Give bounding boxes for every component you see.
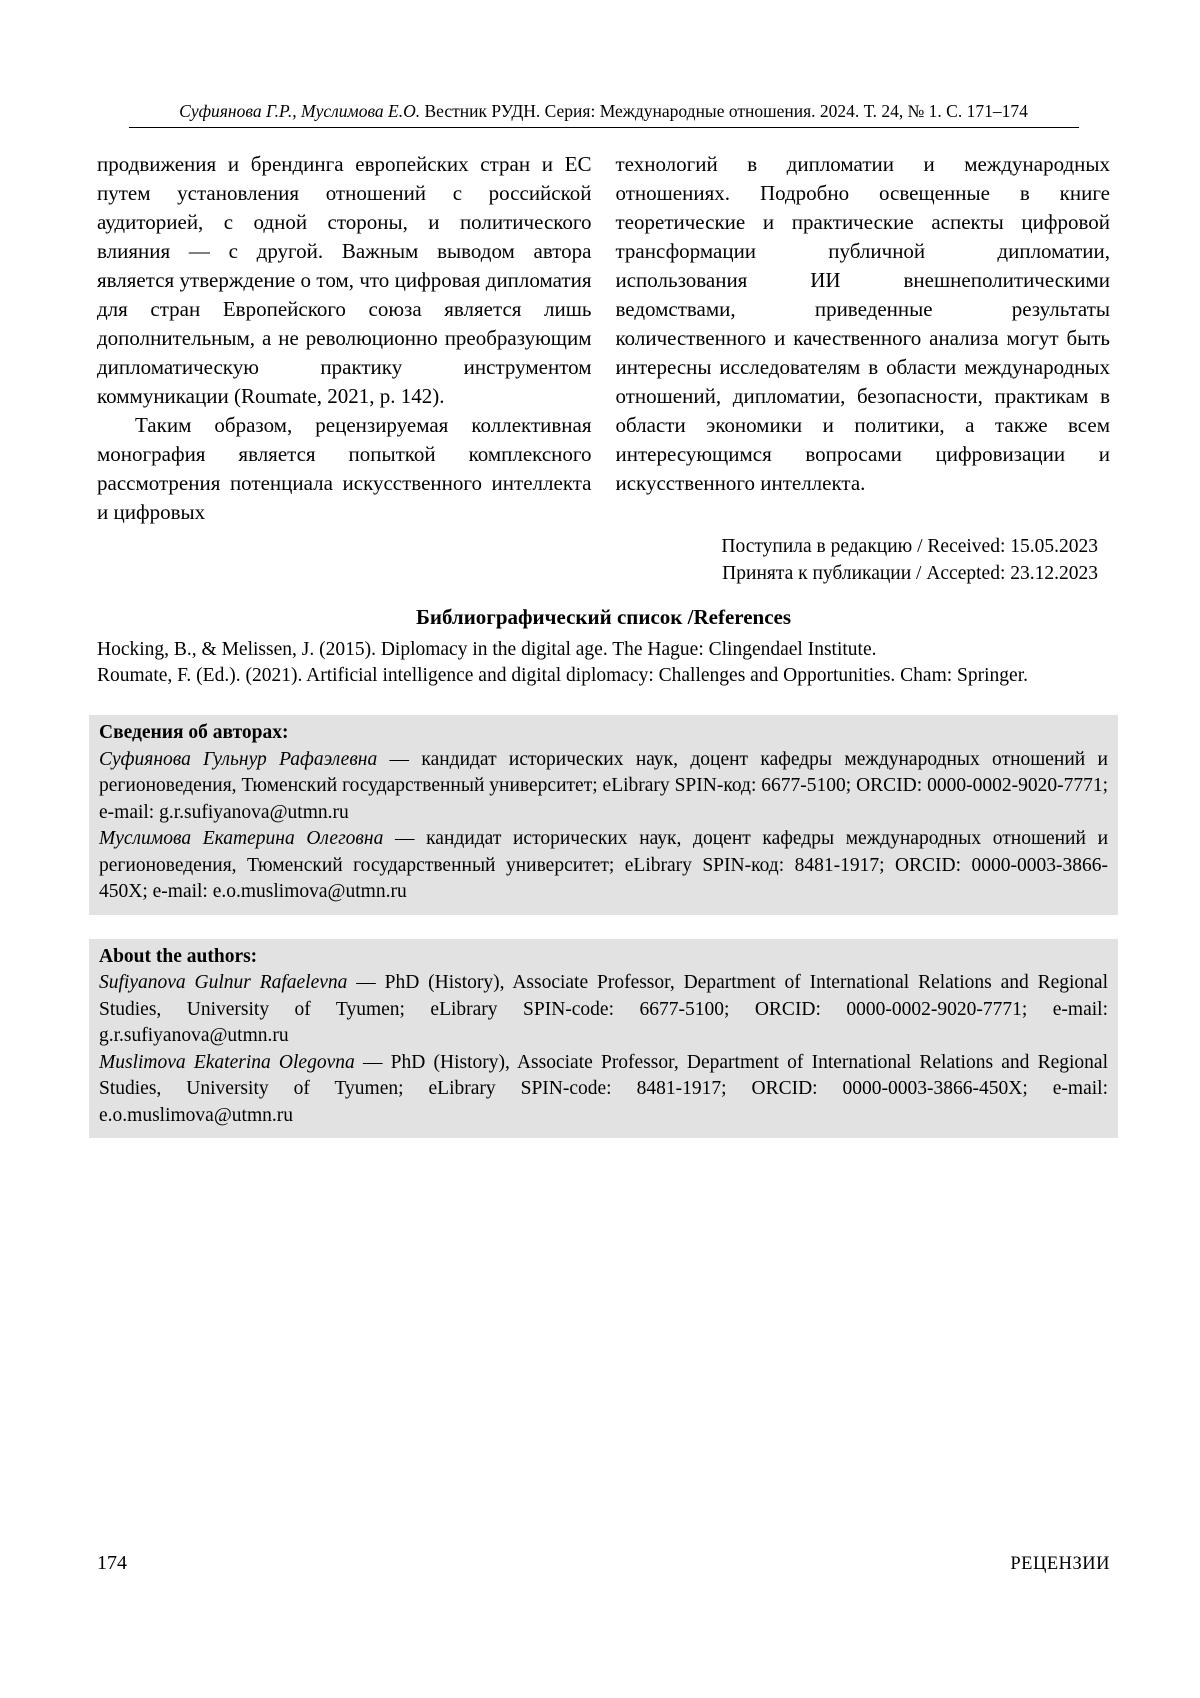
author-entry [99,747,1108,827]
references-list [97,637,1110,689]
authors-info-ru [89,715,1118,915]
author-details: — PhD (History), Associate Professor, Department of International Relations and Regional Studies, University of Tyumen; eLibrary SPIN-code: 8481-1917; ORCID: 0000-0003-3866-450X; e-mail: e.o.muslimova@utmn.ru [99,1051,1108,1126]
left-column [97,150,592,527]
author-entry [99,970,1108,1050]
running-title: РЕЦЕНЗИИ [1010,1554,1110,1574]
page-footer [97,1552,1110,1575]
header-authors: Суфиянова Г.Р., Муслимова Е.О. [179,101,421,121]
article-body [97,150,1110,527]
authors-en-heading: About the authors: [99,945,258,967]
page-number: 174 [97,1552,127,1574]
right-column-paragraph-1: технологий в дипломатии и международных отношениях. Подробно освещенные в книге теоретические и практические аспекты цифровой трансформации публичной дипломатии, использования ИИ внешнеполитическими ведомствами, приведенные результаты количественного и качественного анализа могут быть интересны исследователям в области международных отношений, дипломатии, безопасности, практикам в области экономики и политики, а также всем интересующимся вопросами цифровизации и искусственного интеллекта. [615,152,1110,495]
author-details: — PhD (History), Associate Professor, Department of International Relations and Regional Studies, University of Tyumen; eLibrary SPIN-code: 6677-5100; ORCID: 0000-0002-9020-7771; e-mail: g.r.sufiyanova@utmn.ru [99,972,1109,1046]
reference-item: Roumate, F. (Ed.). (2021). Artificial intelligence and digital diplomacy: Challenges and Opportunities. Cham: Springer. [97,665,1029,686]
accepted-date: Принята к публикации / Accepted: 23.12.2023 [722,563,1098,584]
author-entry [99,826,1108,906]
left-column-paragraph-2: Таким образом, рецензируемая коллективная монография является попыткой комплексного рассмотрения потенциала искусственного интеллекта и цифровых [97,413,592,524]
author-name: Муслимова Екатерина Олеговна [99,828,384,849]
author-details: — кандидат исторических наук, доцент кафедры международных отношений и регионоведения, Тюменский государственный университет; eLibrary SPIN-код: 6677-5100; ORCID: 0000-0002-9020-7771; e-mail: g.r.sufiyanova@utmn.ru [99,748,1108,823]
journal-header [129,0,1079,128]
received-date: Поступила в редакцию / Received: 15.05.2023 [721,536,1098,557]
author-entry [99,1050,1108,1130]
author-name: Суфиянова Гульнур Рафаэлевна [99,748,378,770]
author-name: Muslimova Ekaterina Olegovna [99,1051,355,1073]
authors-info-en [89,939,1118,1139]
journal-page [97,0,1110,1138]
header-citation: Вестник РУДН. Серия: Международные отношения. 2024. Т. 24, № 1. С. 171–174 [420,101,1028,121]
left-column-paragraph-1: продвижения и брендинга европейских стран и ЕС путем установления отношений с российской аудиторией, с одной стороны, и политического влияния — с другой. Важным выводом автора является утверждение о том, что цифровая дипломатия для стран Европейского союза является лишь дополнительным, а не революционно преобразующим дипломатическую практику инструментом коммуникации (Roumate, 2021, p. 142). [97,152,592,408]
author-details: — кандидат исторических наук, доцент кафедры международных отношений и регионоведения, Тюменский государственный университет; eLibrary SPIN-код: 8481-1917; ORCID: 0000-0003-3866-450X; e-mail: e.o.muslimova@utmn.ru [99,828,1109,902]
submission-dates [97,533,1110,587]
author-name: Sufiyanova Gulnur Rafaelevna [99,972,348,993]
reference-item: Hocking, B., & Melissen, J. (2015). Diplomacy in the digital age. The Hague: Clingendael Institute. [97,639,877,660]
authors-ru-heading: Сведения об авторах: [99,722,289,743]
right-column [616,150,1111,527]
references-heading: Библиографический список /References [415,605,792,629]
